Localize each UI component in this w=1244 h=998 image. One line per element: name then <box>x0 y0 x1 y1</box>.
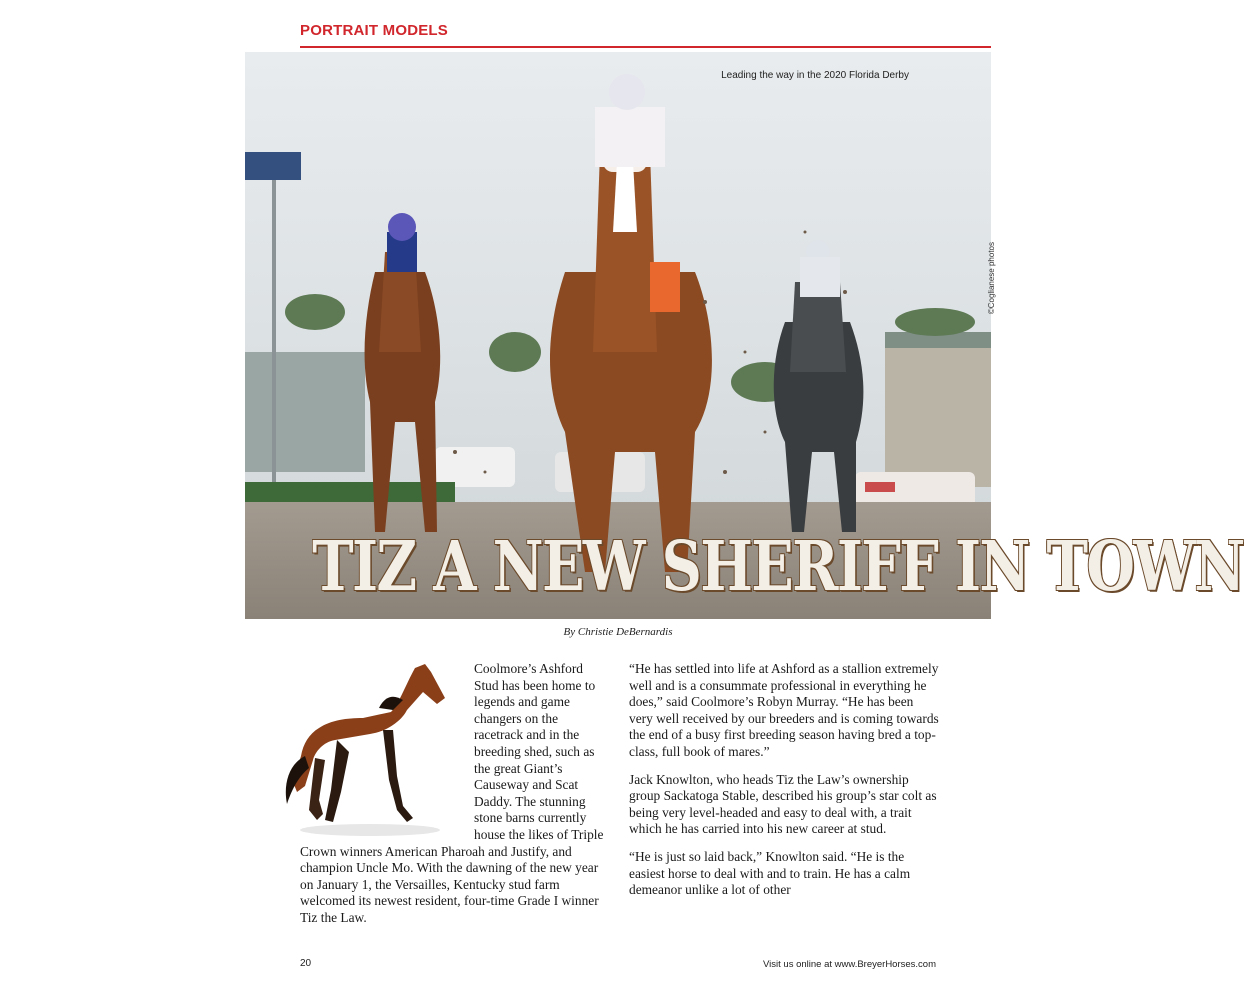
article-column-right <box>629 661 939 910</box>
headline: TIZ A NEW SHERIFF IN TOWN <box>312 527 1244 607</box>
light-pole <box>272 162 276 482</box>
footer-website: Visit us online at www.BreyerHorses.com <box>763 959 936 970</box>
page-number: 20 <box>300 958 312 969</box>
article-column-left <box>300 661 610 927</box>
article-paragraph: “He is just so laid back,” Knowlton said. “He is the easiest horse to deal with and to train. He has a calm demeanor unlike a lot of other <box>629 848 911 898</box>
solar-panel <box>245 152 301 180</box>
section-divider <box>300 46 991 48</box>
article-paragraph: Coolmore’s Ashford Stud has been home to legends and game changers on the racetrack and in the breeding shed, such as the great Giant’s Causeway and Scat Daddy. The stunning stone barns currently house the likes of Triple Crown winners American Pharoah and Justify, and champion Uncle Mo. With the dawning of the new year on January 1, the Versailles, Kentucky stud farm welcomed its newest resident, four-time Grade I winner Tiz the Law. <box>300 661 604 925</box>
article-paragraph: Jack Knowlton, who heads Tiz the Law’s ownership group Sackatoga Stable, described his group’s star colt as being very level-headed and easy to deal with, a trait which he has carried into his new career at stud. <box>629 771 937 837</box>
article-paragraph: “He has settled into life at Ashford as a stallion extremely well and is a consummate professional in everything he does,” said Coolmore’s Robyn Murray. “He has been very well received by our breeders and is coming towards the end of a busy first breeding season having bred a top-class, full book of mares.” <box>629 661 939 759</box>
magazine-page <box>245 0 1244 998</box>
section-label: PORTRAIT MODELS <box>300 22 448 39</box>
barn-building <box>885 337 991 487</box>
hero-photo <box>245 52 1244 619</box>
photo-caption: Leading the way in the 2020 Florida Derby <box>721 70 909 81</box>
photo-credit: ©Coglianese photos <box>987 242 996 315</box>
grandstand-building <box>245 352 365 472</box>
byline: By Christie DeBernardis <box>563 626 673 638</box>
